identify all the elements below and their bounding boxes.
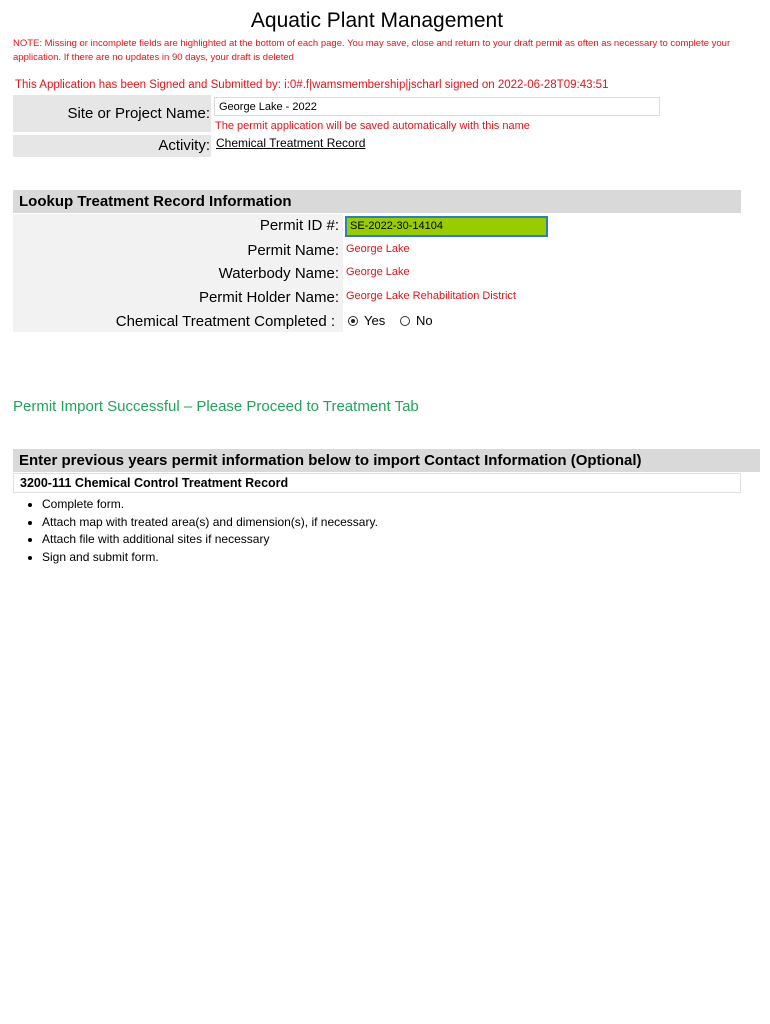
no-option-label: No (416, 313, 433, 328)
list-item: • Attach file with additional sites if necessary (42, 531, 378, 549)
page-title: Aquatic Plant Management (250, 9, 504, 32)
radio-unselected-icon (400, 316, 410, 326)
waterbody-name-value: George Lake (346, 266, 410, 278)
site-name-input[interactable]: George Lake - 2022 (214, 97, 660, 116)
treatment-completed-no-radio[interactable] (400, 313, 433, 328)
site-name-label: Site or Project Name: (67, 105, 210, 122)
list-item: • Attach map with treated area(s) and dimension(s), if necessary. (42, 514, 378, 532)
instructions-list (22, 496, 378, 566)
import-section-heading: Enter previous years permit information below to import Contact Information (Optional) (13, 449, 760, 472)
permit-id-input[interactable]: SE-2022-30-14104 (345, 216, 548, 237)
draft-note: NOTE: Missing or incomplete fields are highlighted at the bottom of each page. You may save, close and return to your draft permit as often as necessary to complete your application. If there are no updates in 90 days, your draft is deleted (13, 38, 731, 63)
waterbody-name-label: Waterbody Name: (218, 265, 339, 282)
list-item: • Complete form. (42, 496, 378, 514)
activity-link[interactable]: Chemical Treatment Record (216, 136, 366, 150)
permit-name-value: George Lake (346, 243, 410, 255)
radio-selected-icon (348, 316, 358, 326)
list-item: • Sign and submit form. (42, 549, 378, 567)
yes-option-label: Yes (364, 313, 386, 328)
import-success-message: Permit Import Successful – Please Proceed to Treatment Tab (13, 398, 419, 415)
permit-id-label: Permit ID #: (259, 217, 339, 234)
permit-holder-value: George Lake Rehabilitation District (346, 290, 516, 302)
signed-status: This Application has been Signed and Submitted by: i:0#.f|wamsmembership|jscharl signed on 2022-06-28T09:43:51 (15, 79, 609, 91)
lookup-section-heading: Lookup Treatment Record Information (13, 190, 741, 213)
permit-holder-label: Permit Holder Name: (198, 289, 339, 306)
treatment-completed-yes-radio[interactable] (348, 313, 385, 328)
permit-name-label: Permit Name: (247, 242, 339, 259)
activity-label: Activity: (158, 137, 210, 154)
treatment-completed-label: Chemical Treatment Completed : (115, 313, 335, 330)
site-name-hint: The permit application will be saved automatically with this name (215, 120, 530, 132)
form-title: 3200-111 Chemical Control Treatment Record (13, 473, 741, 493)
